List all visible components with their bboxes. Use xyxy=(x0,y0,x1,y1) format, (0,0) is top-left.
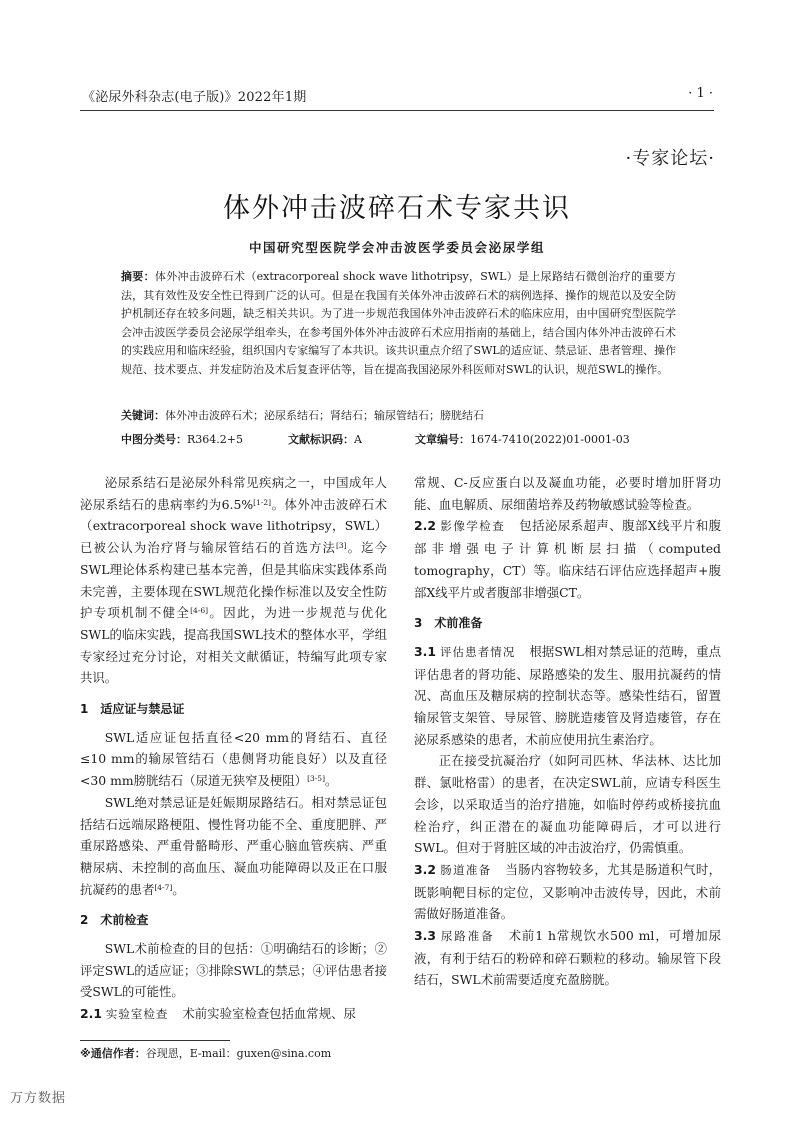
continued-paragraph: 常规、C-反应蛋白以及凝血功能，必要时增加肝肾功能、血电解质、尿细菌培养及药物敏感试验等检查。 xyxy=(414,475,721,512)
subsection-number: 2.1 xyxy=(80,1006,102,1022)
subsection-2-2 xyxy=(414,515,721,603)
header-rule xyxy=(80,110,714,111)
section-1-heading: 1 适应证与禁忌证 xyxy=(80,702,185,717)
section-2-heading: 2 术前检查 xyxy=(80,913,149,928)
subsection-2-1 xyxy=(80,1003,387,1026)
intro-paragraph xyxy=(80,472,387,689)
left-column xyxy=(80,472,387,1026)
citation-ref: [3-5] xyxy=(307,774,325,784)
intro-text-1: 泌尿系结石是泌尿外科常见疾病之一，中国成年人泌尿系结石的患病率约为6.5% xyxy=(80,475,387,512)
section-1-paragraph-2 xyxy=(80,792,387,901)
citation-ref: [1-2] xyxy=(253,497,272,507)
watermark: 万方数据 xyxy=(10,1091,67,1106)
subsection-3-2 xyxy=(414,859,721,925)
abstract-text: 体外冲击波碎石术（extracorporeal shock wave lithotripsy，SWL）是上尿路结石微创治疗的重要方法，其有效性及安全性已得到广泛的认可。但是在我国有关体外冲击波碎石术的病例选择、操作的规范以及安全防护机制还存在较多问题，缺乏相关共识。为了进一步规范我国体外冲击波碎石术的临床应用，由中国研究型医院学会冲击波医学委员会泌尿学组牵头，在参考国外体外冲击波碎石术应用指南的基础上，结合国内体外冲击波碎石术的实践应用和临床经验，组织国内专家编写了本共识。该共识重点介绍了SWL的适应证、禁忌证、患者管理、操作规范、技术要点、并发症防治及术后复查评估等，旨在提高我国泌尿外科医师对SWL的认识，规范SWL的操作。 xyxy=(121,270,677,376)
subsection-text: 术前1 h常规饮水500 ml，可增加尿液，有利于结石的粉碎和碎石颗粒的移动。输尿管下段结石，SWL术前需要适度充盈膀胱。 xyxy=(414,928,721,988)
keywords xyxy=(121,407,676,425)
subsection-text: 当肠内容物较多，尤其是肠道积气时，既影响靶目标的定位，又影响冲击波传导，因此，术前需做好肠道准备。 xyxy=(414,861,721,922)
document-code xyxy=(288,431,362,449)
article-number xyxy=(415,431,630,449)
subsection-number: 3.3 xyxy=(414,928,436,944)
article-value: 1674-7410(2022)01-0001-03 xyxy=(470,433,630,446)
citation-ref: [4-7] xyxy=(154,882,173,892)
sec1-text-c: SWL绝对禁忌证是妊娠期尿路结石。相对禁忌证包括结石远端尿路梗阻、慢性肾功能不全、重度肥胖、严重尿路感染、严重骨骼畸形、严重心脑血管疾病、严重糖尿病、未控制的高血压、凝血功能障碍以及正在口服抗凝药的患者 xyxy=(80,794,387,897)
subsection-number: 3.1 xyxy=(414,643,436,659)
sec1-text-a: SWL适应证包括直径<20 mm的肾结石、直径≤10 mm的输尿管结石（患侧肾功能良好）以及直径<30 mm膀胱结石（尿道无狭窄及梗阻） xyxy=(80,729,387,789)
intro-text-3: 。迄今SWL理论体系构建已基本完善，但是其临床实践体系尚未完善，主要体现在SWL规范化操作标准以及安全性防护专项机制不健全 xyxy=(80,540,388,621)
clc-label: 中图分类号： xyxy=(121,433,187,446)
column-tag: ·专家论坛· xyxy=(625,148,715,169)
section-1-paragraph-1 xyxy=(80,727,387,792)
keywords-label: 关键词： xyxy=(121,409,165,422)
subsection-title: 评估患者情况 xyxy=(439,644,516,659)
footnote-label: ※通信作者： xyxy=(80,1047,146,1060)
intro-text-4: 。因此，为进一步规范与优化SWL的临床实践，提高我国SWL技术的整体水平，学组专家经过充分讨论，对相关文献循证，特编写此项专家共识。 xyxy=(80,605,388,686)
citation-ref: [3] xyxy=(335,541,347,551)
page-number: · 1 · xyxy=(688,86,713,101)
doc-label: 文献标识码： xyxy=(288,433,354,446)
keywords-text: 体外冲击波碎石术；泌尿系结石；肾结石；输尿管结石；膀胱结石 xyxy=(165,409,484,422)
abstract-label: 摘要： xyxy=(121,270,155,283)
citation-ref: [4-6] xyxy=(190,606,209,616)
subsection-text: 包括泌尿系超声、腹部X线平片和腹部非增强电子计算机断层扫描（computed tomography，CT）等。临床结石评估应选择超声+腹部X线平片或者腹部非增强CT。 xyxy=(414,518,721,600)
footnote-text: 谷现恩，E-mail：guxen@sina.com xyxy=(145,1047,332,1060)
subsection-number: 3.2 xyxy=(414,861,436,877)
doc-value: A xyxy=(354,433,362,446)
subsection-3-3 xyxy=(414,925,721,991)
subsection-text: 术前实验室检查包括血常规、尿 xyxy=(182,1006,356,1022)
section-3-heading: 3 术前准备 xyxy=(414,616,483,631)
section-3-1-paragraph-2: 正在接受抗凝治疗（如阿司匹林、华法林、达比加群、氯吡格雷）的患者，在决定SWL前，应请专科医生会诊，以采取适当的治疗措施，如临时停药或桥接抗血栓治疗，纠正潜在的凝血功能障碍后，才可以进行SWL。但对于肾脏区域的冲击波治疗，仍需慎重。 xyxy=(414,753,721,856)
subsection-title: 尿路准备 xyxy=(440,929,495,944)
subsection-3-1 xyxy=(414,641,721,751)
footnote-rule xyxy=(80,1040,230,1041)
intro-text-2: 。体外冲击波碎石术（extracorporeal shock wave lithotripsy，SWL）已被公认为治疗肾与输尿管结石的首选方法 xyxy=(80,496,388,556)
subsection-number: 2.2 xyxy=(414,518,436,534)
article-title: 体外冲击波碎石术专家共识 xyxy=(223,193,571,224)
subsection-title: 肠道准备 xyxy=(440,862,492,877)
right-column xyxy=(414,472,721,991)
author-group: 中国研究型医院学会冲击波医学委员会泌尿学组 xyxy=(248,240,546,255)
article-label: 文章编号： xyxy=(415,433,470,446)
section-2-paragraph: SWL术前检查的目的包括：①明确结石的诊断；②评定SWL的适应证；③排除SWL的禁忌；④评估患者接受SWL的可能性。 xyxy=(80,941,387,1000)
clc-number xyxy=(121,431,243,449)
sec1-text-b: 。 xyxy=(325,773,338,789)
sec1-text-d: 。 xyxy=(172,881,185,897)
corresponding-author-footnote xyxy=(80,1045,331,1061)
abstract xyxy=(121,268,676,380)
subsection-title: 实验室检查 xyxy=(105,1007,169,1022)
subsection-text: 根据SWL相对禁忌证的范畴，重点评估患者的肾功能、尿路感染的发生、服用抗凝药的情况、高血压及糖尿病的控制状态等。感染性结石，留置输尿管支架管、导尿管、膀胱造瘘管及肾造瘘管，存在泌尿系感染的患者，术前应使用抗生素治疗。 xyxy=(414,643,721,747)
clc-value: R364.2+5 xyxy=(187,433,243,446)
journal-header: 《泌尿外科杂志(电子版)》2022年1期 xyxy=(82,90,307,105)
subsection-title: 影像学检查 xyxy=(440,519,506,534)
